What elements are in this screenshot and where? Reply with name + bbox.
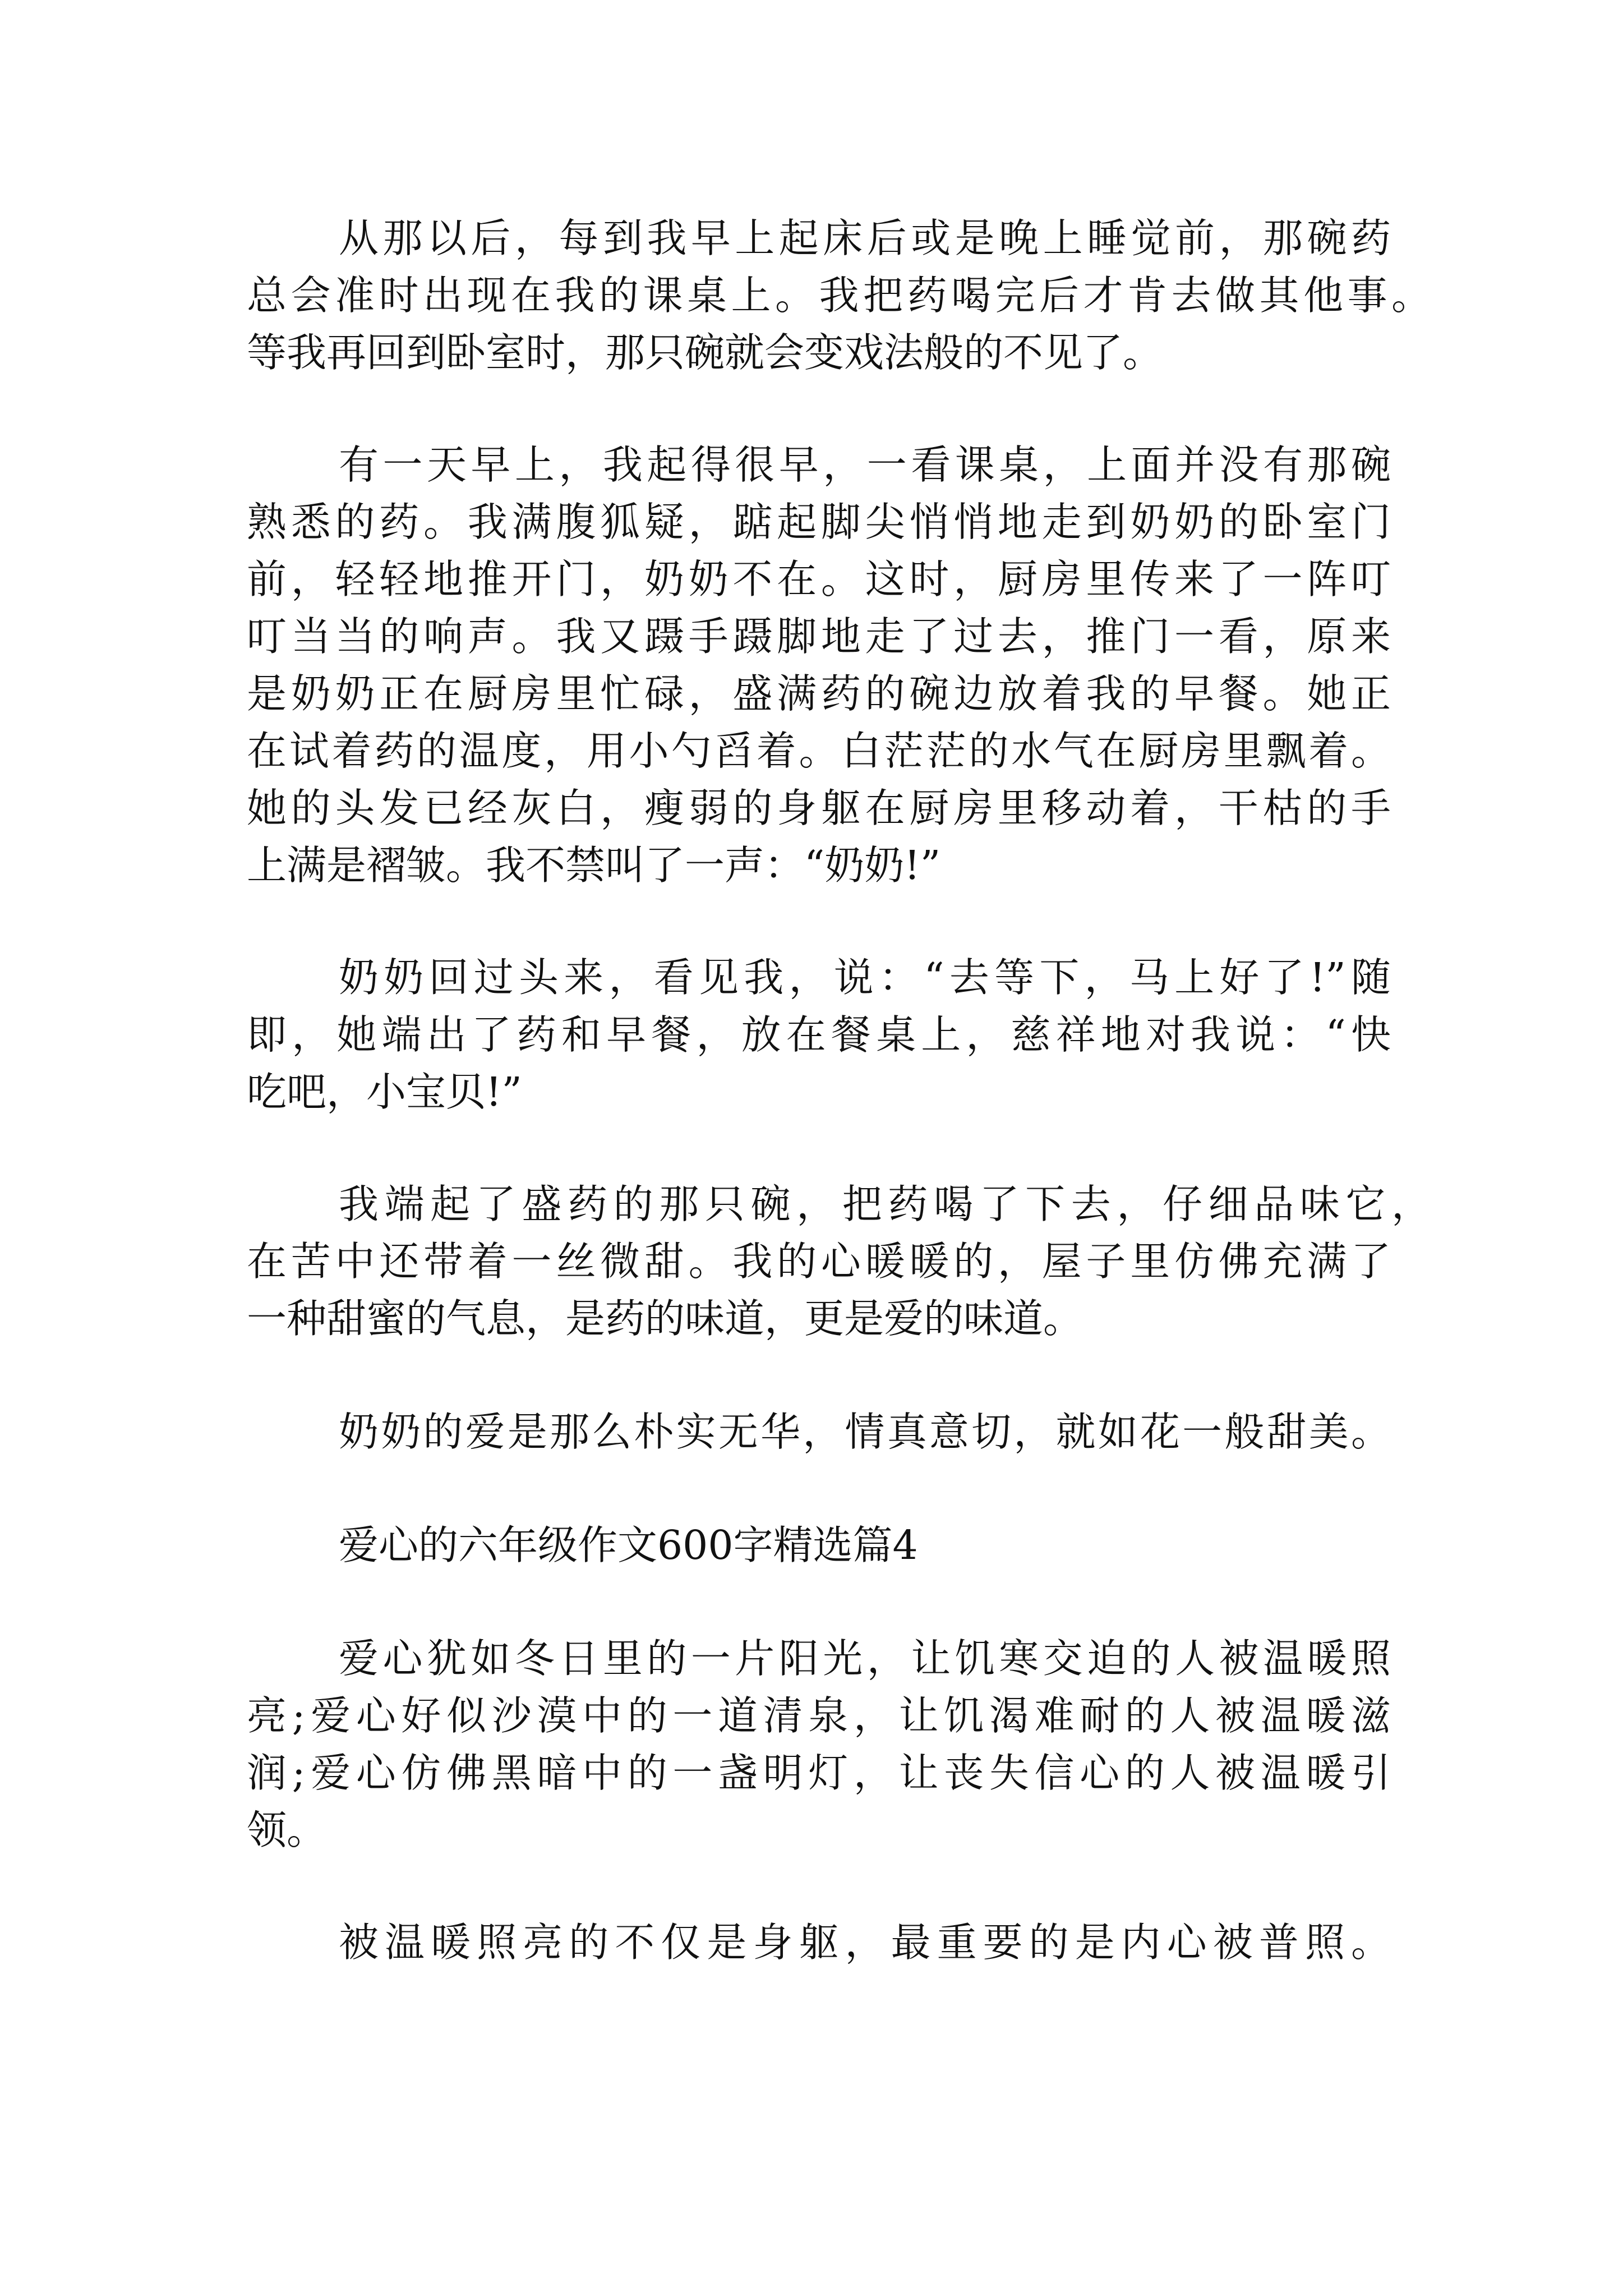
text-line: 润;爱心仿佛黑暗中的一盏明灯，让丧失信心的人被温暖引 bbox=[247, 1750, 1391, 1796]
text-line: 有一天早上，我起得很早，一看课桌，上面并没有那碗 bbox=[339, 441, 1391, 488]
text-line: 奶奶回过头来，看见我，说：“去等下，马上好了!”随 bbox=[339, 954, 1391, 1001]
text-line: 前，轻轻地推开门，奶奶不在。这时，厨房里传来了一阵叮 bbox=[247, 556, 1391, 602]
text-line: 她的头发已经灰白，瘦弱的身躯在厨房里移动着，干枯的手 bbox=[247, 785, 1391, 831]
text-line: 总会准时出现在我的课桌上。我把药喝完后才肯去做其他事。 bbox=[247, 272, 1431, 319]
text-line: 吃吧，小宝贝!” bbox=[247, 1069, 522, 1115]
text-line: 是奶奶正在厨房里忙碌，盛满药的碗边放着我的早餐。她正 bbox=[247, 670, 1391, 717]
text-line: 等我再回到卧室时，那只碗就会变戏法般的不见了。 bbox=[247, 329, 1163, 376]
text-line: 即，她端出了药和早餐，放在餐桌上，慈祥地对我说：“快 bbox=[247, 1011, 1391, 1058]
text-line: 在苦中还带着一丝微甜。我的心暖暖的，屋子里仿佛充满了 bbox=[247, 1238, 1391, 1285]
text-line: 爱心犹如冬日里的一片阳光，让饥寒交迫的人被温暖照 bbox=[339, 1635, 1391, 1682]
text-line: 被温暖照亮的不仅是身躯，最重要的是内心被普照。 bbox=[339, 1919, 1391, 1966]
text-line: 亮;爱心好似沙漠中的一道清泉，让饥渴难耐的人被温暖滋 bbox=[247, 1692, 1391, 1739]
text-line: 叮当当的响声。我又蹑手蹑脚地走了过去，推门一看，原来 bbox=[247, 613, 1391, 660]
text-line: 上满是褶皱。我不禁叫了一声：“奶奶!” bbox=[247, 842, 941, 889]
text-line: 我端起了盛药的那只碗，把药喝了下去，仔细品味它， bbox=[339, 1181, 1431, 1227]
text-line: 在试着药的温度，用小勺舀着。白茫茫的水气在厨房里飘着。 bbox=[247, 728, 1391, 774]
text-line: 领。 bbox=[247, 1807, 327, 1853]
text-line: 一种甜蜜的气息，是药的味道，更是爱的味道。 bbox=[247, 1295, 1083, 1342]
section-heading: 爱心的六年级作文600字精选篇4 bbox=[339, 1522, 918, 1568]
text-line: 从那以后，每到我早上起床后或是晚上睡觉前，那碗药 bbox=[339, 215, 1391, 261]
text-line: 熟悉的药。我满腹狐疑，踮起脚尖悄悄地走到奶奶的卧室门 bbox=[247, 499, 1391, 545]
text-line: 奶奶的爱是那么朴实无华，情真意切，就如花一般甜美。 bbox=[339, 1409, 1391, 1455]
